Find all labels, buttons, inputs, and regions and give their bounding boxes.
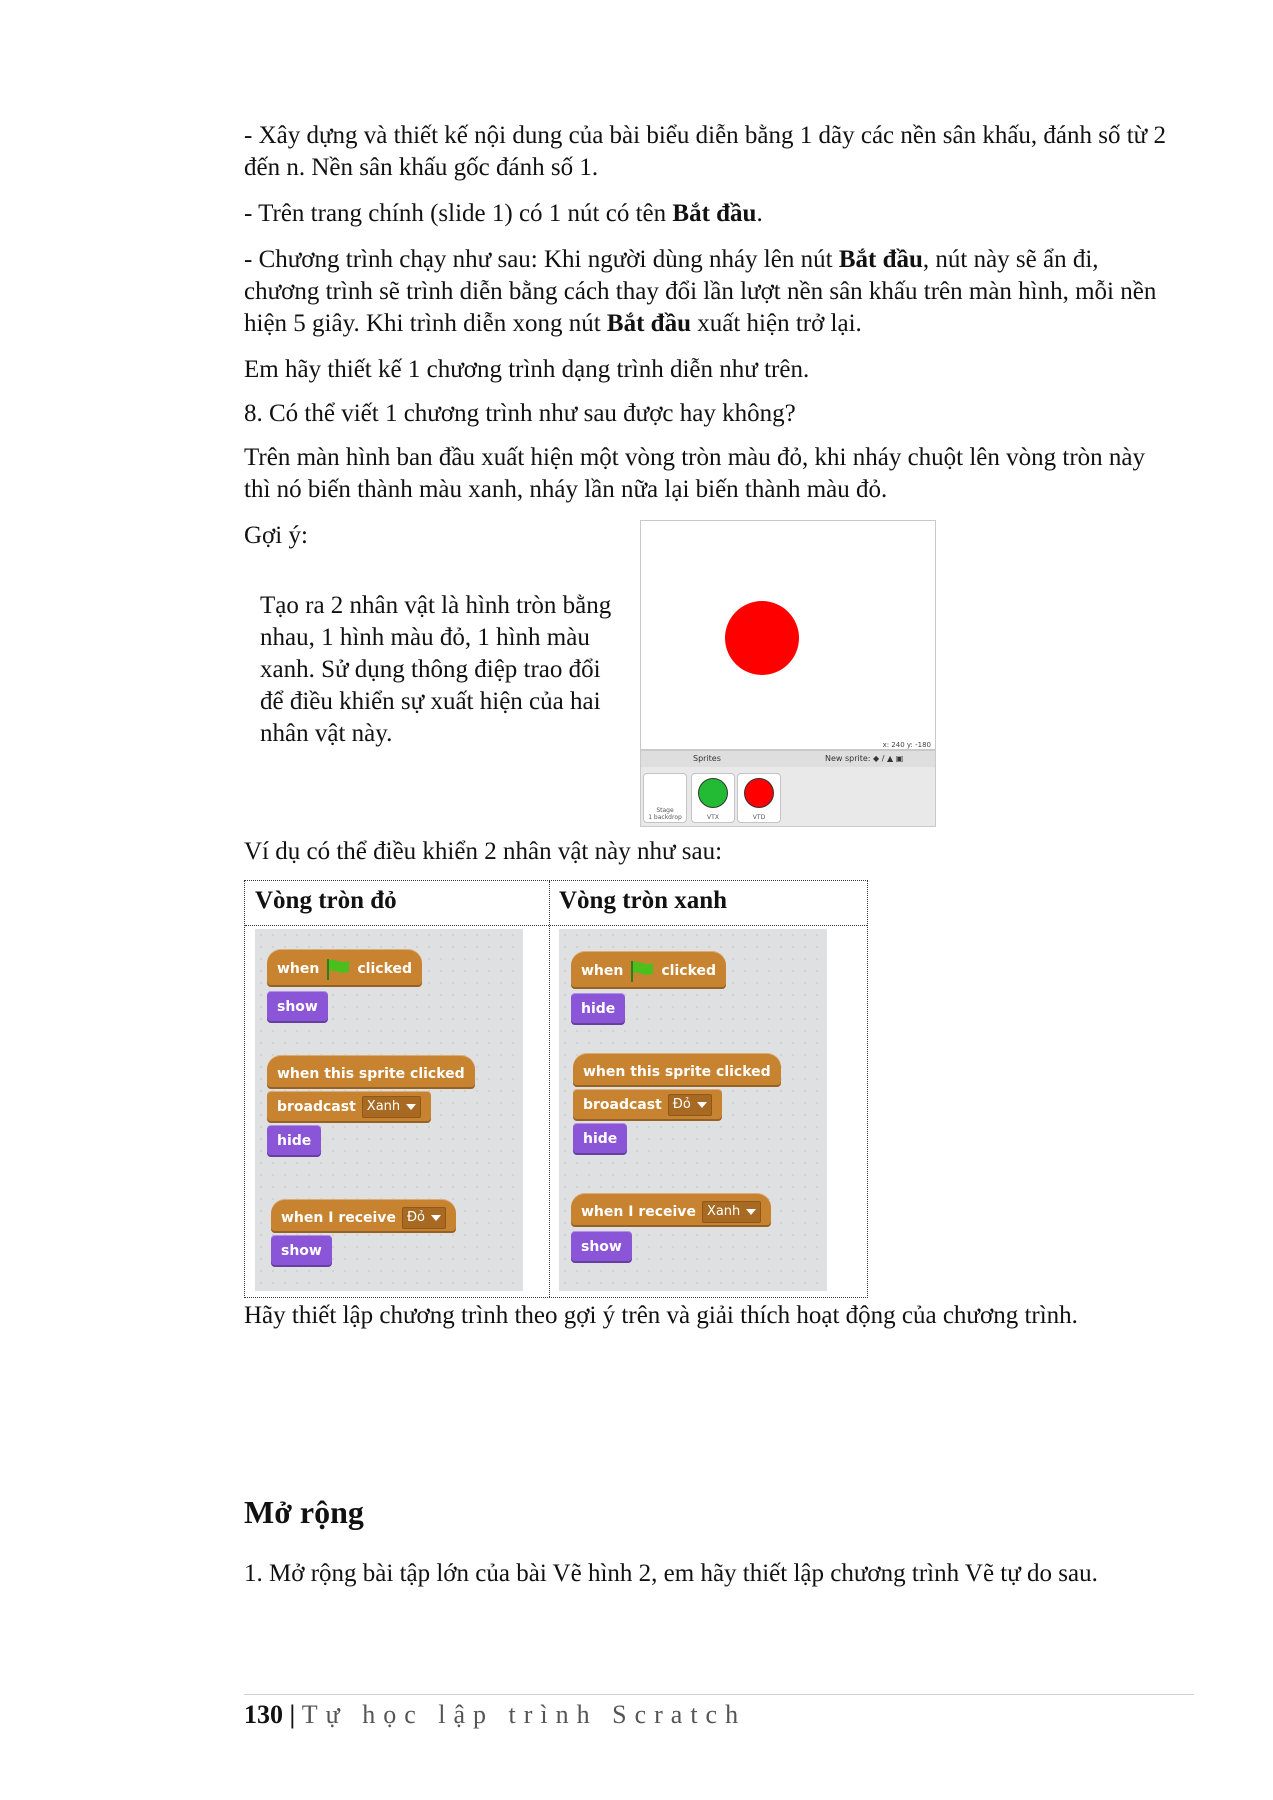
paragraph-setup-instruction: Hãy thiết lập chương trình theo gợi ý trên và giải thích hoạt động của chương trình. [244, 1302, 1078, 1329]
paragraph-backdrops: - Xây dựng và thiết kế nội dung của bài biểu diễn bằng 1 dãy các nền sân khấu, đánh số từ 2 đến n. Nền sân khấu gốc đánh số 1. [244, 122, 1166, 181]
when-flag-clicked-block[interactable]: when clicked [571, 951, 726, 989]
when-sprite-clicked-block[interactable]: when this sprite clicked [267, 1055, 475, 1089]
paragraph-hint-label: Gợi ý: [244, 522, 308, 549]
paragraph-start-button: - Trên trang chính (slide 1) có 1 nút có tên Bắt đầu. [244, 200, 763, 227]
when-flag-clicked-block[interactable]: when clicked [267, 949, 422, 987]
sprite-pane-header [641, 751, 935, 767]
paragraph-design-task: Em hãy thiết kế 1 chương trình dạng trình diễn như trên. [244, 356, 810, 383]
receive-message-dropdown[interactable]: Đỏ [402, 1207, 446, 1229]
green-circle-icon [698, 778, 728, 808]
green-flag-icon [629, 960, 655, 982]
header-red-circle: Vòng tròn đỏ [255, 887, 397, 914]
sprite-tile-vtx[interactable]: VTX [691, 773, 735, 823]
stage-coordinates: x: 240 y: -180 [882, 741, 931, 749]
green-flag-icon [325, 958, 351, 980]
broadcast-message-dropdown[interactable]: Đỏ [668, 1094, 712, 1116]
book-title: Tự học lập trình Scratch [301, 1700, 747, 1729]
paragraph-circle-description: Trên màn hình ban đầu xuất hiện một vòng tròn màu đỏ, khi nháy chuột lên vòng tròn này thì nó biến thành màu xanh, nháy lần nữa lại biến thành màu đỏ. [244, 444, 1146, 503]
stage-tile[interactable]: Stage 1 backdrop [643, 773, 687, 823]
dropdown-arrow-icon [431, 1215, 441, 1221]
when-sprite-clicked-block[interactable]: when this sprite clicked [573, 1053, 781, 1087]
red-circle-sprite [725, 601, 799, 675]
show-block[interactable]: show [267, 991, 328, 1023]
show-block[interactable]: show [571, 1231, 632, 1263]
page-footer: 130 | Tự học lập trình Scratch [244, 1700, 747, 1729]
dropdown-arrow-icon [406, 1104, 416, 1110]
sprite-tile-vtd[interactable]: VTD [737, 773, 781, 823]
header-green-circle: Vòng tròn xanh [559, 887, 728, 914]
footer-divider [244, 1694, 1194, 1695]
hint-text: Tạo ra 2 nhân vật là hình tròn bằng nhau, 1 hình màu đỏ, 1 hình màu xanh. Sử dụng thông điệp trao đổi để điều khiển sự xuất hiện của hai nhân vật này. [260, 592, 612, 747]
when-receive-block[interactable]: when I receive Đỏ [271, 1199, 456, 1233]
scratch-stage [640, 520, 936, 750]
script-area-red [255, 929, 523, 1291]
sprite-pane [640, 750, 936, 827]
paragraph-extension-1: 1. Mở rộng bài tập lớn của bài Vẽ hình 2, em hãy thiết lập chương trình Vẽ tự do sau. [244, 1560, 1098, 1587]
show-block[interactable]: show [271, 1235, 332, 1267]
sprites-label: Sprites [693, 754, 721, 763]
receive-message-dropdown[interactable]: Xanh [702, 1201, 761, 1223]
hide-block[interactable]: hide [573, 1123, 627, 1155]
script-table [244, 880, 868, 1298]
paragraph-program-flow: - Chương trình chạy như sau: Khi người dùng nháy lên nút Bắt đầu, nút này sẽ ẩn đi, chương trình sẽ trình diễn bằng cách thay đổi lần lượt nền sân khấu trên màn hình, mỗi nền hiện 5 giây. Khi trình diễn xong nút Bắt đầu xuất hiện trở lại. [244, 246, 1157, 337]
red-circle-icon [744, 778, 774, 808]
script-area-green [559, 929, 827, 1291]
paragraph-example: Ví dụ có thể điều khiển 2 nhân vật này như sau: [244, 838, 723, 865]
dropdown-arrow-icon [746, 1209, 756, 1215]
broadcast-message-dropdown[interactable]: Xanh [362, 1096, 421, 1118]
broadcast-block[interactable]: broadcast Đỏ [573, 1089, 722, 1121]
paragraph-question-8: 8. Có thể viết 1 chương trình như sau được hay không? [244, 400, 796, 427]
dropdown-arrow-icon [697, 1102, 707, 1108]
section-heading-extension: Mở rộng [244, 1494, 364, 1530]
new-sprite-label: New sprite: ◆ / ▲ ▣ [825, 754, 904, 763]
hide-block[interactable]: hide [267, 1125, 321, 1157]
when-receive-block[interactable]: when I receive Xanh [571, 1193, 771, 1227]
hide-block[interactable]: hide [571, 993, 625, 1025]
broadcast-block[interactable]: broadcast Xanh [267, 1091, 431, 1123]
page-number: 130 [244, 1700, 283, 1729]
